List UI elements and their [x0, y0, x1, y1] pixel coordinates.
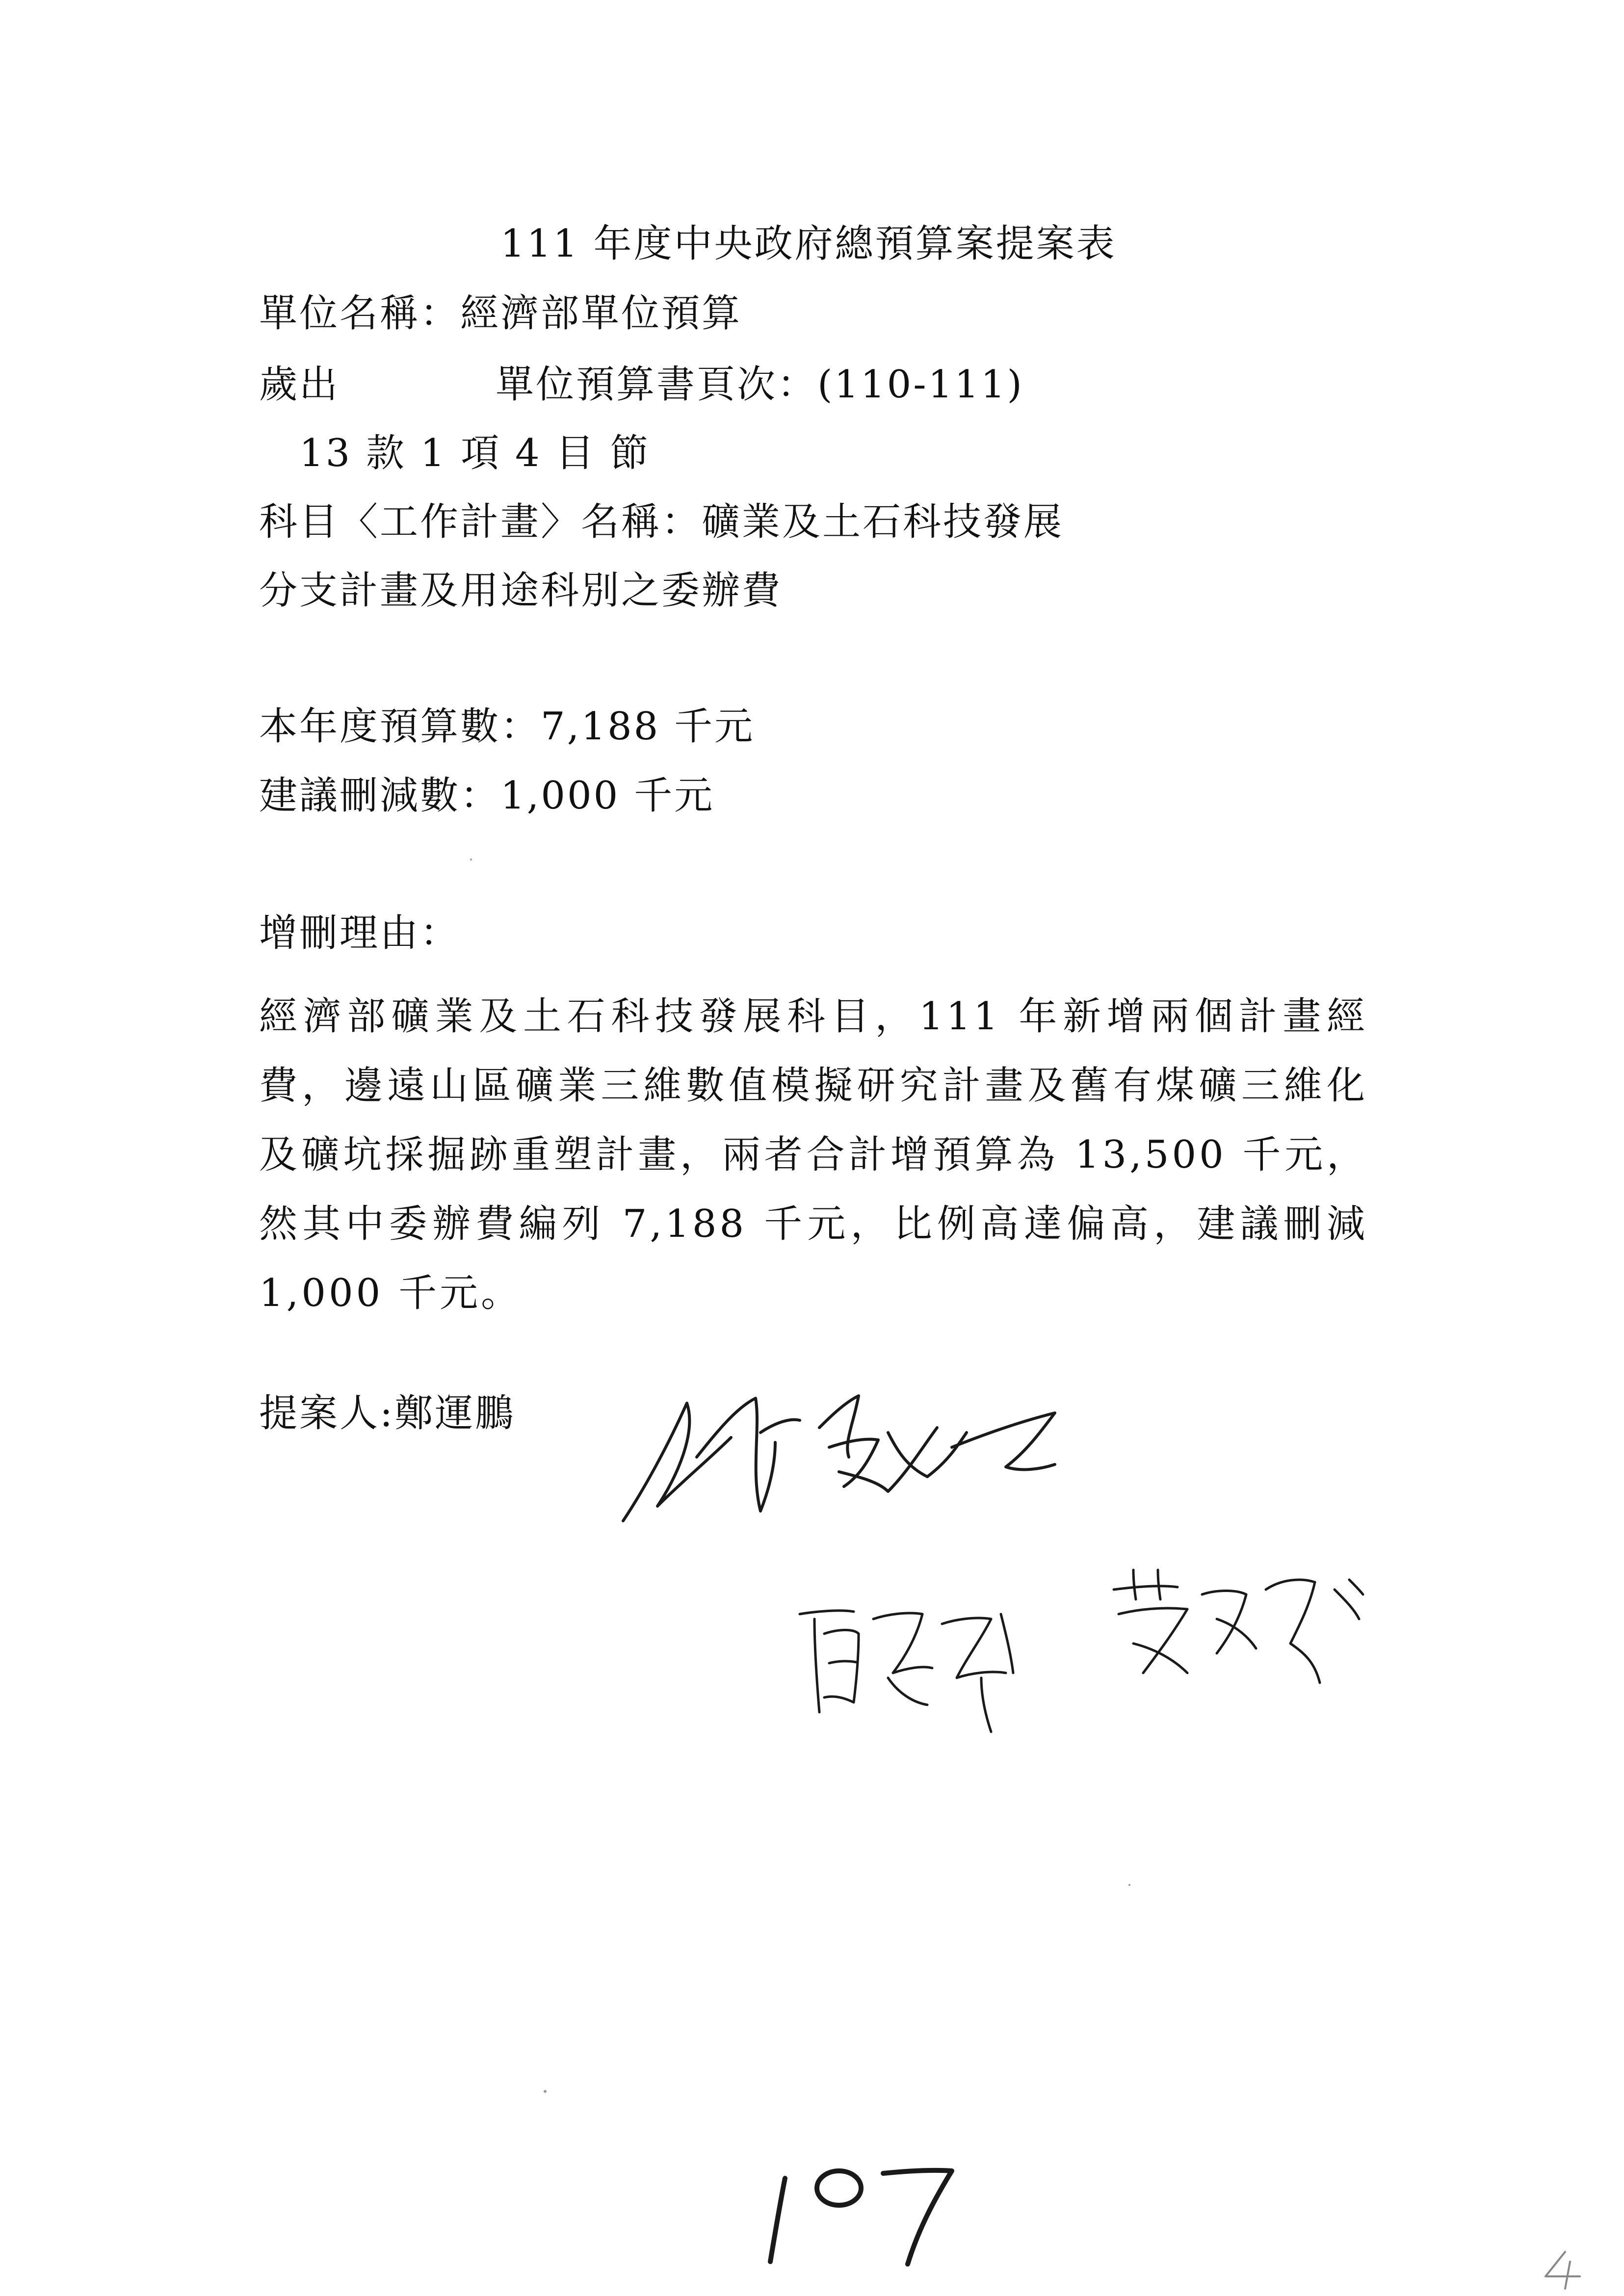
current-budget: 本年度預算數：7,188 千元	[259, 704, 755, 749]
proposed-reduction: 建議刪減數：1,000 千元	[259, 774, 715, 818]
unit-name: 單位名稱：經濟部單位預算	[259, 291, 742, 336]
expenditure-label: 歲出	[259, 363, 340, 407]
subject-line-2: 分支計畫及用途科別之委辦費	[259, 569, 783, 613]
budget-book-pages: 單位預算書頁次：(110-111)	[496, 363, 1024, 407]
corner-mark	[1536, 2247, 1590, 2291]
subject-line: 科目〈工作計畫〉名稱：礦業及土石科技發展	[259, 500, 1064, 544]
reason-heading: 增刪理由：	[259, 911, 461, 955]
signature-cosigner-2	[1104, 1560, 1379, 1707]
section-line: 13 款 1 項 4 目 節	[299, 431, 651, 475]
signature-cosigner-1	[795, 1599, 1040, 1737]
reason-body: 經濟部礦業及土石科技發展科目，111 年新增兩個計畫經費，邊遠山區礦業三維數值模擬研究計畫及舊有煤礦三維化及礦坑採掘跡重塑計畫，兩者合計增預算為 13,500 千元，然其中委辦費編列 7,188 千元，比例高達偏高，建議刪減 1,000 千元。	[259, 994, 1368, 1315]
scan-speck	[470, 859, 472, 861]
signature-proposer	[613, 1374, 1104, 1540]
proposer: 提案人:鄭運鵬	[259, 1391, 516, 1435]
handwritten-page-number	[756, 2159, 962, 2271]
scan-speck	[1128, 1884, 1130, 1886]
scan-speck	[544, 2090, 547, 2093]
document-title: 111 年度中央政府總預算案提案表	[500, 222, 1117, 266]
